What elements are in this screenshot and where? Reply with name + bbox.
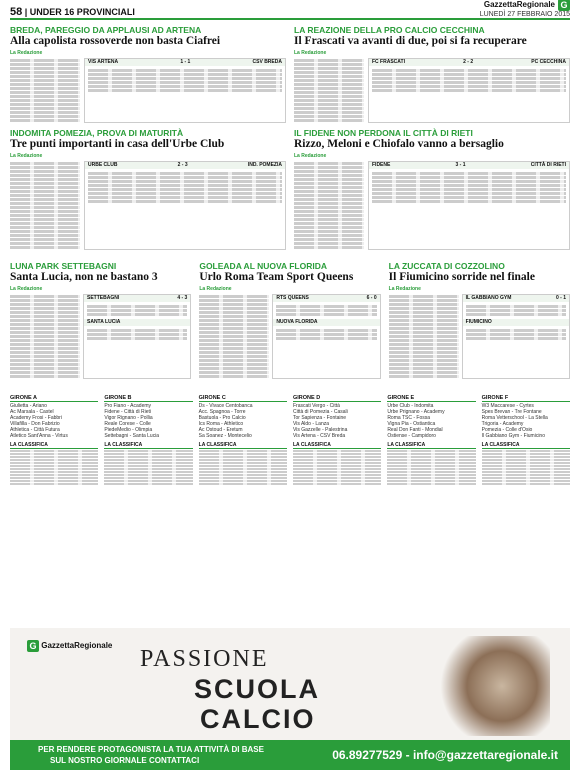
standings-row xyxy=(10,474,98,476)
standings-row xyxy=(10,471,98,473)
standings-row xyxy=(104,465,192,467)
standings-title: LA CLASSIFICA xyxy=(387,442,475,449)
standings-row xyxy=(482,480,570,482)
ad-photo xyxy=(430,636,550,736)
result-row: Vigna Pia - Ostiantica xyxy=(387,421,436,427)
article-headline: Tre punti importanti in casa dell'Urbe Club xyxy=(10,138,225,150)
article-kicker: LUNA PARK SETTEBAGNI xyxy=(10,261,117,271)
standings-row xyxy=(387,474,475,476)
standings-row xyxy=(10,442,570,486)
standings-block xyxy=(10,442,98,486)
result-row: Ics Roma - Athletico xyxy=(198,421,244,427)
brand-block xyxy=(480,0,570,18)
standings-row xyxy=(10,483,98,485)
girone-block xyxy=(482,395,570,439)
standings-row xyxy=(104,480,192,482)
ad-line-1: PASSIONE xyxy=(140,646,269,672)
standings-block xyxy=(104,442,192,486)
standings-title: LA CLASSIFICA xyxy=(199,442,287,449)
standings-row xyxy=(482,462,570,464)
standings-row xyxy=(104,450,192,452)
article-byline: La Redazione xyxy=(10,153,43,159)
standings-block xyxy=(293,442,381,486)
result-row: Urbe Prignano - Academy xyxy=(387,409,445,415)
standings-row xyxy=(199,453,287,455)
article-fidene xyxy=(294,128,570,258)
standings-row xyxy=(293,474,381,476)
standings-row xyxy=(199,480,287,482)
results-row xyxy=(10,395,570,439)
result-row: Pomezia - Colle d'Osio xyxy=(481,427,533,433)
result-row: Ostiense - Campidoro xyxy=(387,433,436,439)
result-row: Roma Vetterschool - La Stella xyxy=(481,415,548,421)
standings-row xyxy=(104,474,192,476)
standings-row xyxy=(482,471,570,473)
article-kicker: IL FIDENE NON PERDONA IL CITTÀ DI RIETI xyxy=(294,128,473,138)
article-breda xyxy=(10,25,286,125)
article-fiumicino xyxy=(389,261,570,391)
result-row: Urbe Club - Indomita xyxy=(387,403,434,409)
match-box xyxy=(84,58,286,123)
brand-logo-icon: G xyxy=(558,0,570,11)
standings-row xyxy=(199,468,287,470)
standings-row xyxy=(104,471,192,473)
home-team: SETTEBAGNI xyxy=(87,295,120,301)
result-row: Ac Ostoud - Eretum xyxy=(198,427,243,433)
result-row: Academy Frosi - Fabbri xyxy=(10,415,62,421)
advertisement[interactable] xyxy=(10,628,570,770)
standings-block xyxy=(387,442,475,486)
result-row: Roma TSC - Fossa xyxy=(387,415,431,421)
brand-name: GazzettaRegionale xyxy=(483,0,555,9)
standings-row xyxy=(387,480,475,482)
article-byline: La Redazione xyxy=(199,286,232,292)
result-row: Vigor Rignano - Pollia xyxy=(104,415,153,421)
result-row: Villafilla - Don Fabrizio xyxy=(10,421,60,427)
match-box xyxy=(368,58,570,123)
standings-title: LA CLASSIFICA xyxy=(293,442,381,449)
result-row: Spes Brevan - Tre Fontane xyxy=(481,409,542,415)
standings-row xyxy=(293,462,381,464)
article-body xyxy=(10,58,80,123)
result-row: Pro Fiano - Academy xyxy=(104,403,152,409)
girone-title: GIRONE C xyxy=(199,395,287,402)
page-number: 58 xyxy=(10,6,23,18)
standings-row xyxy=(387,462,475,464)
standings-row xyxy=(293,465,381,467)
away-team: PC CECCHINA xyxy=(531,59,566,65)
result-row: Fidene - Città di Rieti xyxy=(104,409,152,415)
article-body xyxy=(389,294,459,379)
standings-row xyxy=(199,471,287,473)
ad-cta-1: PER RENDERE PROTAGONISTA LA TUA ATTIVITÀ DI BASE xyxy=(38,745,264,754)
articles-row-2 xyxy=(10,128,570,258)
article-settebagni xyxy=(10,261,191,391)
away-team: FIUMICINO xyxy=(465,319,492,325)
away-team: CSV BREDA xyxy=(252,59,282,65)
match-box xyxy=(462,294,570,379)
home-team: VIS ARTENA xyxy=(88,59,119,65)
standings-row xyxy=(482,453,570,455)
standings-row xyxy=(482,477,570,479)
standings-row xyxy=(387,450,475,452)
match-box xyxy=(368,161,570,250)
result-row: Frascati Vergo - Città xyxy=(292,403,340,409)
issue-date: LUNEDÌ 27 FEBBRAIO 2015 xyxy=(479,11,570,18)
match-box xyxy=(84,161,286,250)
match-score: 1 - 1 xyxy=(180,59,191,65)
standings-row xyxy=(199,477,287,479)
standings-row xyxy=(293,477,381,479)
article-queens xyxy=(199,261,380,391)
result-row: Città di Pomezia - Casali xyxy=(292,409,348,415)
result-row: Ds - Vivace Centobanca xyxy=(198,403,253,409)
ad-logo: G GazzettaRegionale xyxy=(24,640,112,652)
girone-title: GIRONE B xyxy=(104,395,192,402)
girone-block xyxy=(104,395,192,439)
ad-contact[interactable]: 06.89277529 - info@gazzettaregionale.it xyxy=(332,748,558,762)
home-team: FIDENE xyxy=(372,162,391,168)
article-byline: La Redazione xyxy=(10,286,43,292)
standings-row xyxy=(199,474,287,476)
result-row: Trigoria - Academy xyxy=(481,421,524,427)
article-kicker: LA ZUCCATA DI COZZOLINO xyxy=(388,261,505,271)
standings-row xyxy=(293,480,381,482)
standings-row xyxy=(482,459,570,461)
article-byline: La Redazione xyxy=(388,286,421,292)
standings-row xyxy=(387,468,475,470)
articles-row-1 xyxy=(10,25,570,125)
standings-row xyxy=(482,456,570,458)
standings-row xyxy=(482,450,570,452)
standings-row xyxy=(293,453,381,455)
standings-row xyxy=(199,459,287,461)
standings-row xyxy=(387,483,475,485)
standings-row xyxy=(387,459,475,461)
section-separator: | xyxy=(24,7,30,17)
away-team: CITTÀ DI RIETI xyxy=(530,162,566,168)
match-score: 3 - 1 xyxy=(455,162,466,168)
result-row: Real Don Fanti - Mondial xyxy=(387,427,443,433)
standings-row xyxy=(104,468,192,470)
standings-row xyxy=(10,462,98,464)
standings-row xyxy=(199,450,287,452)
article-body xyxy=(294,161,364,250)
standings-row xyxy=(104,453,192,455)
article-headline: Urlo Roma Team Sport Queens xyxy=(199,271,354,283)
standings-row xyxy=(387,465,475,467)
article-body xyxy=(10,294,80,379)
article-kicker: LA REAZIONE DELLA PRO CALCIO CECCHINA xyxy=(294,25,485,35)
result-row: Atletico Sant'Anna - Virtus xyxy=(10,433,68,439)
standings-title: LA CLASSIFICA xyxy=(10,442,98,449)
standings-row xyxy=(199,483,287,485)
result-row: Sa Soanez - Montecelio xyxy=(198,433,252,439)
article-kicker: BREDA, PAREGGIO DA APPLAUSI AD ARTENA xyxy=(10,25,202,35)
result-row: Athletica - Città Futura xyxy=(10,427,60,433)
match-score: 0 - 1 xyxy=(555,295,566,301)
standings-row xyxy=(10,456,98,458)
standings-row xyxy=(293,459,381,461)
standings-row xyxy=(10,453,98,455)
standings-row xyxy=(199,462,287,464)
away-team: IND. POMEZIA xyxy=(247,162,282,168)
girone-title: GIRONE D xyxy=(293,395,381,402)
match-score: 4 - 3 xyxy=(177,295,188,301)
standings-row xyxy=(199,456,287,458)
result-row: Reale Corese - Colle xyxy=(104,421,151,427)
result-row: Vis Aldo - Lanza xyxy=(292,421,330,427)
standings-row xyxy=(293,471,381,473)
home-team: FC FRASCATI xyxy=(372,59,405,65)
result-row: PiedeMedio - Olimpia xyxy=(104,427,153,433)
standings-row xyxy=(293,450,381,452)
home-team: IL GABBIANO GYM xyxy=(465,295,512,301)
ad-line-2: SCUOLA xyxy=(194,674,320,704)
standings-row xyxy=(387,471,475,473)
article-headline: Rizzo, Meloni e Chiofalo vanno a bersaglio xyxy=(294,138,504,150)
standings-row xyxy=(387,453,475,455)
result-row: Vis Gazzelle - Palestrina xyxy=(292,427,348,433)
standings-row xyxy=(293,468,381,470)
result-row: Il Gabbiano Gym - Fiumicino xyxy=(481,433,545,439)
match-box xyxy=(83,294,191,379)
standings-row xyxy=(482,465,570,467)
article-kicker: GOLEADA AL NUOVA FLORIDA xyxy=(199,261,327,271)
standings-row xyxy=(10,468,98,470)
standings-row xyxy=(10,459,98,461)
page-header xyxy=(10,0,570,20)
girone-block xyxy=(199,395,287,439)
standings-row xyxy=(104,459,192,461)
article-byline: La Redazione xyxy=(294,50,327,56)
section-name: UNDER 16 PROVINCIALI xyxy=(29,7,135,17)
standings-title: LA CLASSIFICA xyxy=(482,442,570,449)
result-row: Vis Artena - CSV Breda xyxy=(292,433,346,439)
section-title xyxy=(10,6,135,18)
home-team: RTS QUEENS xyxy=(276,295,309,301)
article-headline: Il Frascati va avanti di due, poi si fa recuperare xyxy=(294,35,527,47)
article-body xyxy=(199,294,269,379)
standings-row xyxy=(482,474,570,476)
standings-row xyxy=(387,456,475,458)
away-team: NUOVA FLORIDA xyxy=(276,319,318,325)
home-team: URBE CLUB xyxy=(88,162,118,168)
article-headline: Santa Lucia, non ne bastano 3 xyxy=(10,271,158,283)
match-score: 6 - 0 xyxy=(366,295,377,301)
article-byline: La Redazione xyxy=(294,153,327,159)
result-row: Bastuola - Pro Calcio xyxy=(198,415,246,421)
away-team: SANTA LUCIA xyxy=(87,319,121,325)
result-row: Giulietta - Ariano xyxy=(10,403,47,409)
article-headline: Alla capolista rossoverde non basta Ciafrei xyxy=(10,35,221,47)
standings-row xyxy=(10,477,98,479)
article-headline: Il Fiumicino sorride nel finale xyxy=(388,271,535,283)
standings-row xyxy=(104,462,192,464)
standings-row xyxy=(104,483,192,485)
girone-title: GIRONE E xyxy=(387,395,475,402)
ad-line-3: CALCIO xyxy=(200,704,316,734)
standings-row xyxy=(10,465,98,467)
girone-title: GIRONE A xyxy=(10,395,98,402)
result-row: Ac Marsala - Castel xyxy=(10,409,54,415)
article-body xyxy=(294,58,364,123)
article-byline: La Redazione xyxy=(10,50,43,56)
article-frascati xyxy=(294,25,570,125)
standings-block xyxy=(199,442,287,486)
girone-block xyxy=(387,395,475,439)
standings-row xyxy=(10,480,98,482)
article-kicker: INDOMITA POMEZIA, PROVA DI MATURITÀ xyxy=(10,128,184,138)
match-score: 2 - 2 xyxy=(463,59,474,65)
standings-row xyxy=(10,450,98,452)
standings-row xyxy=(293,483,381,485)
match-score: 2 - 3 xyxy=(177,162,188,168)
standings-row xyxy=(104,456,192,458)
result-row: Acc. Spagnoa - Torre xyxy=(198,409,246,415)
girone-block xyxy=(10,395,98,439)
match-box xyxy=(272,294,380,379)
article-pomezia xyxy=(10,128,286,258)
result-row: Settebagni - Santa Lucia xyxy=(104,433,160,439)
standings-title: LA CLASSIFICA xyxy=(104,442,192,449)
standings-row xyxy=(104,477,192,479)
ad-logo-icon: G xyxy=(27,640,39,652)
ad-cta-2: SUL NOSTRO GIORNALE CONTATTACI xyxy=(50,756,200,765)
articles-row-3 xyxy=(10,261,570,391)
standings-row xyxy=(293,456,381,458)
girone-title: GIRONE F xyxy=(482,395,570,402)
standings-row xyxy=(482,468,570,470)
result-row: W3 Maccarese - Cyrtes xyxy=(481,403,534,409)
article-body xyxy=(10,161,80,250)
result-row: Tor Sapienza - Fontaine xyxy=(292,415,347,421)
standings-row xyxy=(387,477,475,479)
standings-row xyxy=(482,483,570,485)
standings-block xyxy=(482,442,570,486)
girone-block xyxy=(293,395,381,439)
standings-row xyxy=(199,465,287,467)
